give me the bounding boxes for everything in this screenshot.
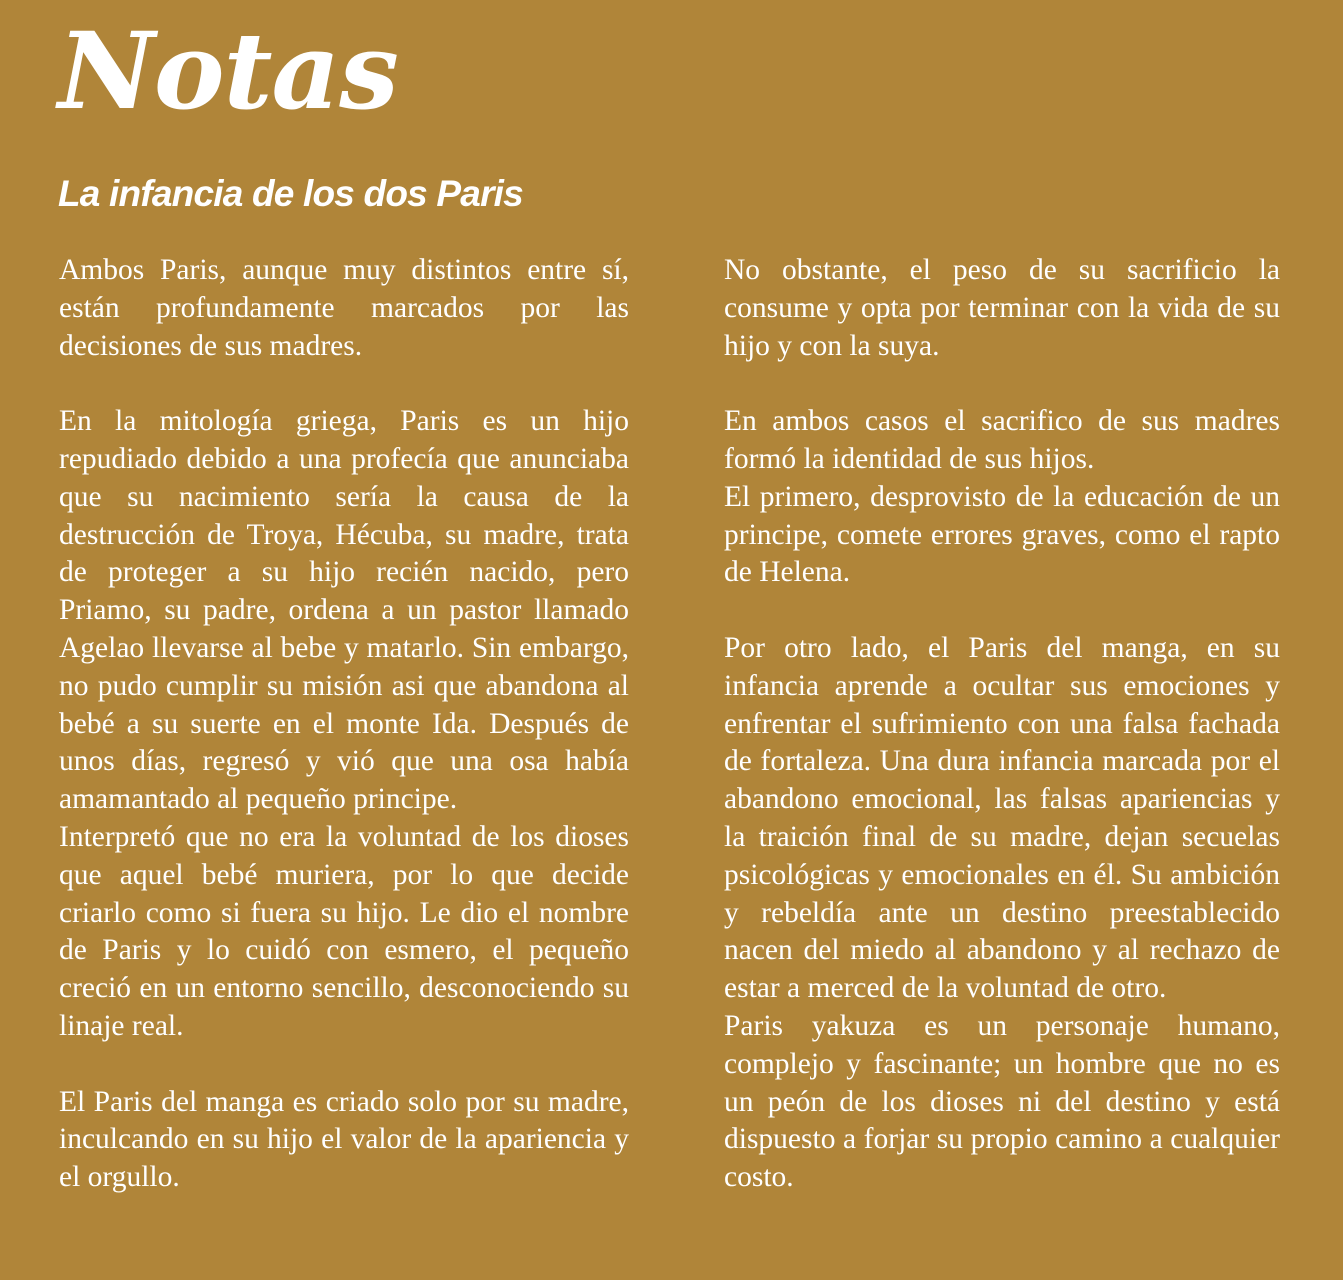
left-paragraph-1: Ambos Paris, aunque muy distintos entre sí, están profundamente marcados por las decisiones de sus madres. (59, 254, 629, 362)
section-subtitle: La infancia de los dos Paris (58, 173, 523, 214)
left-paragraph-2: En la mitología griega, Paris es un hijo repudiado debido a una profecía que anunciaba que su nacimiento sería la causa de la destrucción de Troya, Hécuba, su madre, trata de proteger a su hijo recién nacido, pero Priamo, su padre, ordena a un pastor llamado Agelao llevarse al bebe y matarlo. Sin embargo, no pudo cumplir su misión asi que abandona al bebé a su suerte en el monte Ida. Después de unos días, regresó y vió que una osa había amamantado al pequeño principe. (59, 405, 629, 816)
right-paragraph-5: Paris yakuza es un personaje humano, complejo y fascinante; un hombre que no es un peón de los dioses ni del destino y está dispuesto a forjar su propio camino a cualquier costo. (724, 1009, 1280, 1194)
left-paragraph-3: Interpretó que no era la voluntad de los dioses que aquel bebé muriera, por lo que decide criarlo como si fuera su hijo. Le dio el nombre de Paris y lo cuidó con esmero, el pequeño creció en un entorno sencillo, desconociendo su linaje real. (59, 820, 629, 1042)
right-paragraph-1: No obstante, el peso de su sacrificio la consume y opta por terminar con la vida de su hijo y con la suya. (724, 254, 1280, 362)
left-paragraph-4: El Paris del manga es criado solo por su madre, inculcando en su hijo el valor de la apariencia y el orgullo. (59, 1085, 629, 1194)
left-column (59, 252, 629, 1197)
right-column (724, 252, 1280, 1197)
page-title: Notas (58, 8, 398, 133)
right-paragraph-2: En ambos casos el sacrifico de sus madres formó la identidad de sus hijos. (724, 405, 1280, 475)
right-paragraph-3: El primero, desprovisto de la educación de un principe, comete errores graves, como el rapto de Helena. (724, 480, 1280, 589)
right-paragraph-4: Por otro lado, el Paris del manga, en su infancia aprende a ocultar sus emociones y enfrentar el sufrimiento con una falsa fachada de fortaleza. Una dura infancia marcada por el abandono emocional, las falsas apariencias y la traición final de su madre, dejan secuelas psicológicas y emocionales en él. Su ambición y rebeldía ante un destino preestablecido nacen del miedo al abandono y al rechazo de estar a merced de la voluntad de otro. (724, 631, 1280, 1005)
